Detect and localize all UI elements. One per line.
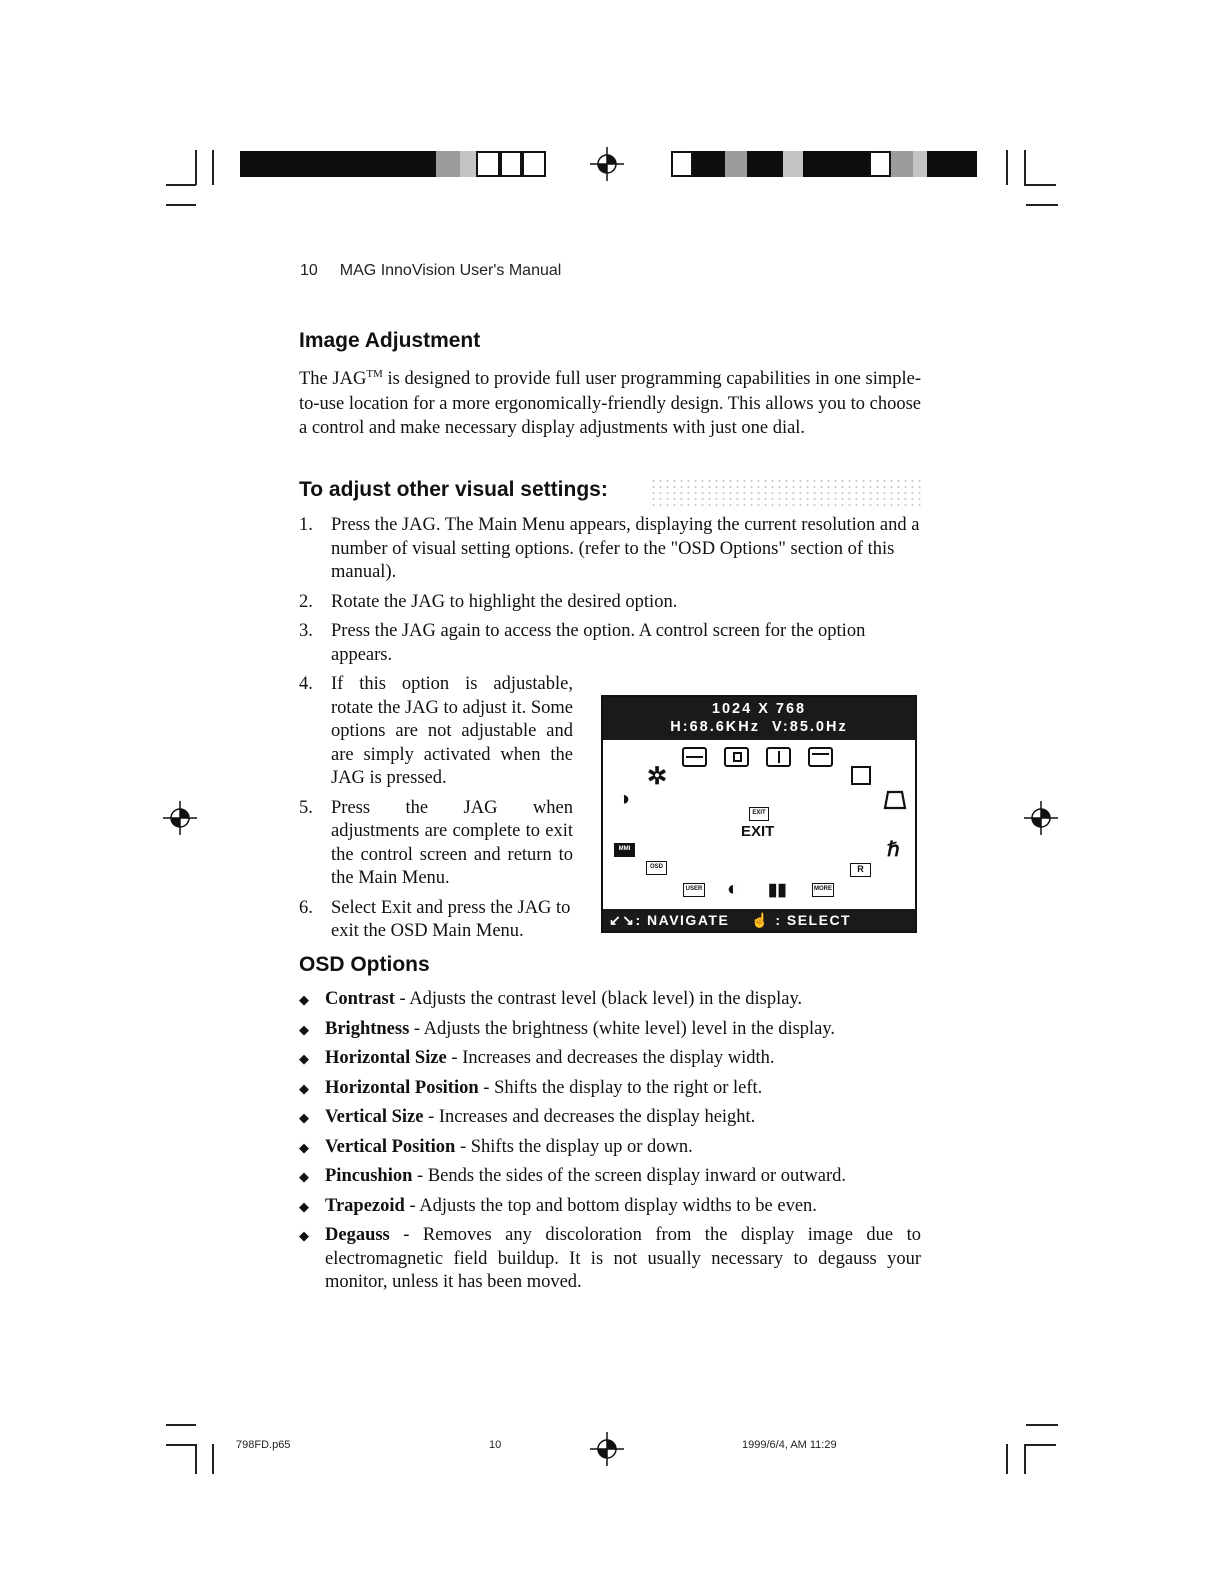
- navigate-label: : NAVIGATE: [635, 912, 730, 928]
- list-item: [299, 673, 573, 791]
- select-hint: [751, 909, 851, 931]
- image-adjustment-heading: Image Adjustment: [299, 329, 481, 352]
- color-bar: [671, 151, 693, 177]
- color-bar: [913, 151, 927, 177]
- bullet-diamond-icon: ◆: [299, 1110, 309, 1125]
- option-name: Brightness: [325, 1018, 410, 1039]
- osd-options-list: [299, 988, 921, 1301]
- page-number: 10: [300, 262, 318, 279]
- crop-mark: [212, 1444, 214, 1474]
- step-text: Select Exit and press the JAG to exit the OSD Main Menu.: [331, 897, 571, 941]
- bullet-diamond-icon: ◆: [299, 1169, 309, 1184]
- user-icon: USER: [683, 883, 705, 897]
- degauss-icon: ◐: [727, 878, 740, 900]
- option-name: Vertical Size: [325, 1107, 424, 1127]
- crop-mark: [166, 204, 196, 206]
- bullet-diamond-icon: ◆: [299, 1139, 309, 1155]
- step-number: 5.: [299, 797, 313, 818]
- crop-mark: [212, 150, 214, 185]
- osd-setting-icon: OSD: [646, 861, 667, 875]
- bullet-diamond-icon: ◆: [299, 992, 309, 1007]
- registration-target-icon: [590, 147, 624, 181]
- vertical-size-icon: [766, 747, 791, 767]
- manual-title: MAG InnoVision User's Manual: [339, 262, 562, 279]
- select-label: : SELECT: [775, 912, 852, 928]
- list-item: [299, 1165, 921, 1189]
- footer-page: 10: [489, 1439, 502, 1451]
- horizontal-size-icon: [682, 747, 707, 767]
- list-item: [299, 1224, 921, 1295]
- color-bar: [522, 151, 546, 177]
- color-icon: ▮▮: [768, 880, 787, 899]
- exit-label: EXIT: [741, 823, 775, 840]
- more-icon: MORE: [812, 883, 834, 897]
- osd-navigation-bar: [603, 909, 915, 931]
- option-desc: - Adjusts the brightness (white level) level in the display.: [409, 1018, 836, 1039]
- osd-status-bar: [603, 697, 915, 740]
- list-item: [299, 1047, 921, 1071]
- step-text: Rotate the JAG to highlight the desired option.: [331, 591, 678, 612]
- option-name: Horizontal Position: [325, 1077, 479, 1098]
- bullet-diamond-icon: ◆: [299, 1051, 309, 1066]
- crop-mark: [1026, 1424, 1058, 1426]
- crop-mark: [1024, 150, 1026, 185]
- footer-timestamp: 1999/6/4, AM 11:29: [742, 1439, 837, 1451]
- option-desc: - Adjusts the contrast level (black level) in the display.: [394, 989, 803, 1009]
- crop-mark: [1006, 150, 1008, 185]
- option-name: Contrast: [325, 989, 395, 1009]
- crop-mark: [166, 1444, 196, 1446]
- color-bar: [693, 151, 725, 177]
- list-item: [299, 1195, 921, 1219]
- option-desc: - Adjusts the top and bottom display widths to be even.: [404, 1195, 817, 1216]
- intro-text: is designed to provide full user programming capabilities in one simple-to-use location for a more ergonomically-friendly design. This allows you to choose a control and make necessary display adjustments with just one dial.: [299, 369, 922, 439]
- step-text: If this option is adjustable, rotate the JAG to adjust it. Some options are not adjustable and are simply activated when the JAG is pressed.: [331, 674, 574, 788]
- step-number: 6.: [299, 897, 313, 918]
- heading-dot-pattern: [650, 478, 922, 508]
- step-text: Press the JAG again to access the option. A control screen for the option appears.: [331, 621, 866, 665]
- list-item: [299, 1106, 921, 1130]
- crop-mark: [195, 1444, 197, 1474]
- mmi-icon: MMI: [614, 843, 635, 857]
- color-bar: [869, 151, 891, 177]
- list-item: [299, 1136, 921, 1160]
- list-item: [299, 514, 921, 585]
- bullet-diamond-icon: ◆: [299, 1228, 309, 1243]
- step-number: 4.: [299, 674, 313, 694]
- crop-mark: [195, 150, 197, 185]
- color-bar: [891, 151, 913, 177]
- option-desc: - Removes any discoloration from the display image due to electromagnetic field buildup. It is not usually necessary to degauss your monitor, unless it has been moved.: [325, 1225, 921, 1292]
- crop-mark: [1006, 1444, 1008, 1474]
- option-desc: - Increases and decreases the display width.: [446, 1048, 775, 1068]
- color-bar: [436, 151, 460, 177]
- step-text: Press the JAG. The Main Menu appears, displaying the current resolution and a number of visual setting options. (refer to the "OSD Options" section of this manual).: [331, 515, 920, 582]
- step-number: 1.: [299, 515, 313, 535]
- trademark-mark: TM: [366, 368, 383, 380]
- recall-icon: ℏ: [887, 839, 900, 861]
- option-name: Pincushion: [325, 1166, 413, 1186]
- adjust-settings-heading: To adjust other visual settings:: [299, 478, 608, 501]
- color-bar: [476, 151, 500, 177]
- exit-icon: EXIT: [749, 807, 769, 821]
- color-bar: [725, 151, 747, 177]
- rotate-arrows-icon: ↙↘: [609, 912, 636, 928]
- list-item: [299, 988, 921, 1012]
- reset-icon: R: [850, 863, 871, 877]
- color-bar: [803, 151, 869, 177]
- list-item: [299, 797, 573, 891]
- color-bar: [460, 151, 476, 177]
- step-number: 3.: [299, 621, 313, 641]
- option-name: Horizontal Size: [325, 1048, 447, 1068]
- crop-mark: [166, 1424, 196, 1426]
- option-name: Vertical Position: [325, 1136, 456, 1157]
- contrast-icon: ◑: [618, 788, 631, 810]
- option-desc: - Shifts the display to the right or left.: [478, 1077, 763, 1098]
- color-bar: [927, 151, 977, 177]
- osd-options-heading: OSD Options: [299, 953, 430, 976]
- running-header: [300, 262, 561, 280]
- step-text: Press the JAG when adjustments are complete to exit the control screen and return to the Main Menu.: [331, 797, 573, 888]
- option-desc: - Increases and decreases the display height.: [423, 1107, 756, 1127]
- step-number: 2.: [299, 591, 313, 612]
- crop-mark: [166, 184, 196, 186]
- registration-target-icon: [163, 801, 197, 835]
- option-desc: - Bends the sides of the screen display inward or outward.: [412, 1166, 847, 1186]
- list-item: [299, 591, 921, 615]
- bullet-diamond-icon: ◆: [299, 1080, 309, 1096]
- color-bar: [500, 151, 522, 177]
- crop-mark: [1024, 1444, 1026, 1474]
- bullet-diamond-icon: ◆: [299, 1198, 309, 1214]
- list-item: [299, 1077, 921, 1101]
- list-item: [299, 1018, 921, 1042]
- image-adjustment-intro: [299, 362, 921, 441]
- osd-resolution: 1024 X 768: [711, 701, 807, 717]
- vertical-position-icon: [808, 747, 833, 767]
- trapezoid-icon: [883, 790, 907, 810]
- registration-target-icon: [1024, 801, 1058, 835]
- crop-mark: [1024, 184, 1056, 186]
- navigate-hint: [609, 909, 729, 931]
- option-name: Degauss: [325, 1225, 390, 1245]
- footer-filename: 798FD.p65: [236, 1439, 291, 1451]
- color-bar: [240, 151, 436, 177]
- crop-mark: [1024, 1444, 1056, 1446]
- pincushion-icon: [851, 766, 871, 785]
- color-bar: [747, 151, 783, 177]
- osd-frequency: H:68.6KHz V:85.0Hz: [670, 719, 848, 735]
- list-item: [299, 897, 573, 944]
- registration-target-icon: [590, 1432, 624, 1466]
- color-bar: [783, 151, 803, 177]
- option-desc: - Shifts the display up or down.: [455, 1136, 693, 1157]
- option-name: Trapezoid: [325, 1195, 405, 1216]
- crop-mark: [1026, 204, 1058, 206]
- intro-text: The JAG: [299, 369, 367, 390]
- bullet-diamond-icon: ◆: [299, 1021, 309, 1037]
- brightness-icon: ✲: [647, 763, 668, 790]
- press-hand-icon: ☝: [751, 912, 770, 928]
- osd-main-menu-illustration: [601, 695, 917, 933]
- list-item: [299, 620, 921, 667]
- horizontal-position-icon: [724, 747, 749, 767]
